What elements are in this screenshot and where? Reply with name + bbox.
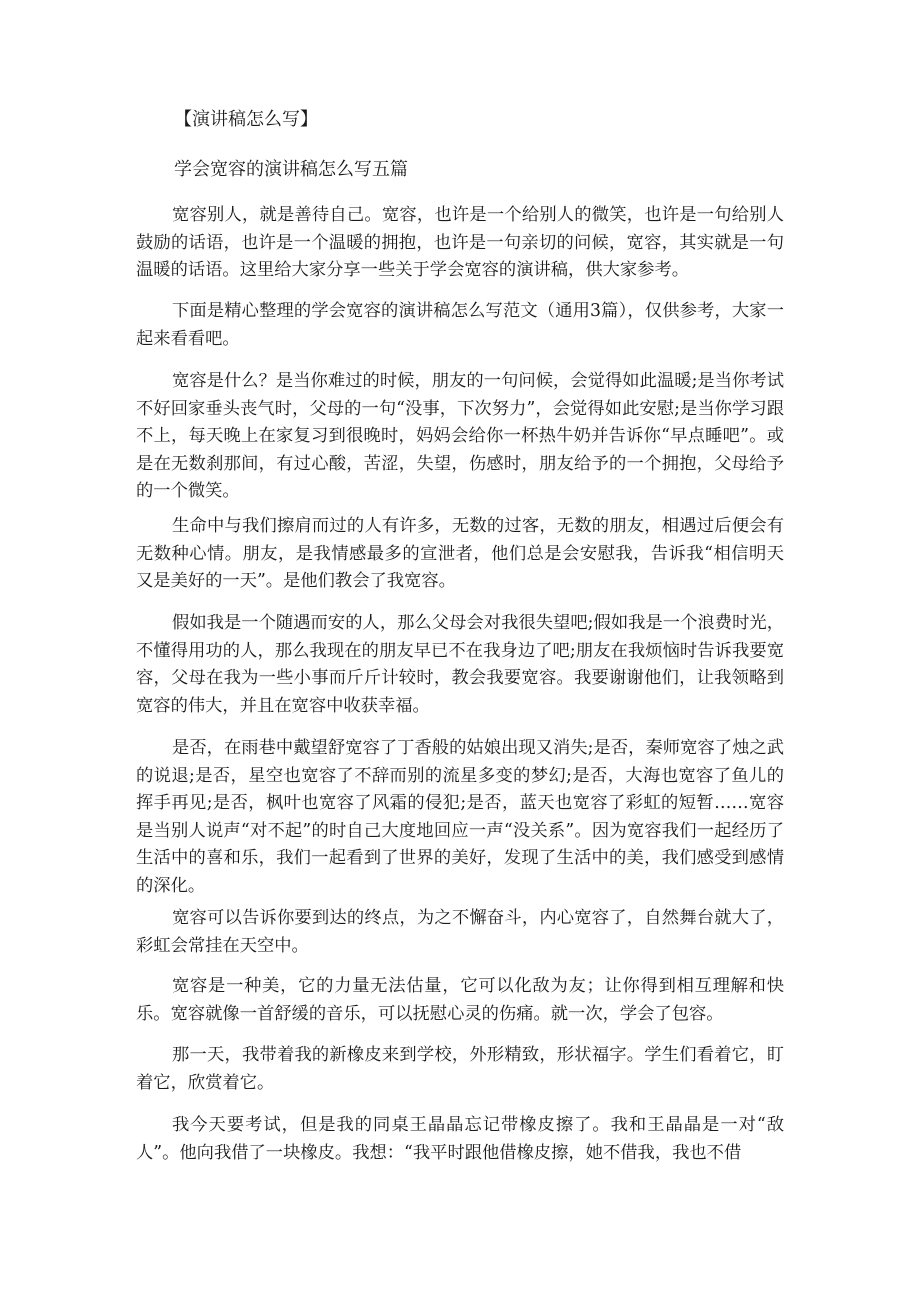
paragraph-6: 是否，在雨巷中戴望舒宽容了丁香般的姑娘出现又消失;是否，秦师宽容了烛之武的说退;是否，星空也宽容了不辞而别的流星多变的梦幻;是否，大海也宽容了鱼儿的挥手再见;是否，枫叶也宽容了风霜的侵犯;是否，蓝天也宽容了彩虹的短暂……宽容是当别人说声“对不起”的时自己大度地回应一声“没关系”。因为宽容我们一起经历了生活中的喜和乐，我们一起看到了世界的美好，发现了生活中的美，我们感受到感情的深化。	[136, 738, 784, 896]
paragraph-9: 那一天，我带着我的新橡皮来到学校，外形精致，形状福字。学生们看着它，盯着它，欣赏着它。	[136, 1045, 784, 1093]
document-title: 学会宽容的演讲稿怎么写五篇	[174, 159, 408, 180]
paragraph-4: 生命中与我们擦肩而过的人有许多，无数的过客，无数的朋友，相遇过后便会有无数种心情。朋友，是我情感最多的宣泄者，他们总是会安慰我，告诉我“相信明天又是美好的一天”。是他们教会了我宽容。	[136, 516, 784, 591]
document-heading: 【演讲稿怎么写】	[174, 109, 318, 130]
paragraph-5: 假如我是一个随遇而安的人，那么父母会对我很失望吧;假如我是一个浪费时光，不懂得用功的人，那么我现在的朋友早已不在我身边了吧;朋友在我烦恼时告诉我要宽容，父母在我为一些小事而斤斤计较时，教会我要宽容。我要谢谢他们，让我领略到宽容的伟大，并且在宽容中收获幸福。	[136, 613, 784, 716]
paragraph-1: 宽容别人，就是善待自己。宽容，也许是一个给别人的微笑，也许是一句给别人鼓励的话语，也许是一个温暖的拥抱，也许是一句亲切的问候，宽容，其实就是一句温暖的话语。这里给大家分享一些关于学会宽容的演讲稿，供大家参考。	[136, 205, 784, 280]
paragraph-7: 宽容可以告诉你要到达的终点，为之不懈奋斗，内心宽容了，自然舞台就大了，彩虹会常挂在天空中。	[136, 908, 784, 956]
paragraph-10: 我今天要考试，但是我的同桌王晶晶忘记带橡皮擦了。我和王晶晶是一对“敌人”。他向我借了一块橡皮。我想：“我平时跟他借橡皮擦，她不借我，我也不借	[136, 1115, 784, 1163]
paragraph-8: 宽容是一种美，它的力量无法估量，它可以化敌为友；让你得到相互理解和快乐。宽容就像一首舒缓的音乐，可以抚慰心灵的伤痛。就一次，学会了包容。	[136, 976, 784, 1024]
paragraph-2: 下面是精心整理的学会宽容的演讲稿怎么写范文（通用3篇），仅供参考，大家一起来看看吧。	[136, 301, 784, 349]
paragraph-3: 宽容是什么？是当你难过的时候，朋友的一句问候，会觉得如此温暖;是当你考试不好回家垂头丧气时，父母的一句“没事，下次努力”，会觉得如此安慰;是当你学习跟不上，每天晚上在家复习到很晚时，妈妈会给你一杯热牛奶并告诉你“早点睡吧”。或是在无数刹那间，有过心酸，苦涩，失望，伤感时，朋友给予的一个拥抱，父母给予的一个微笑。	[136, 371, 784, 501]
